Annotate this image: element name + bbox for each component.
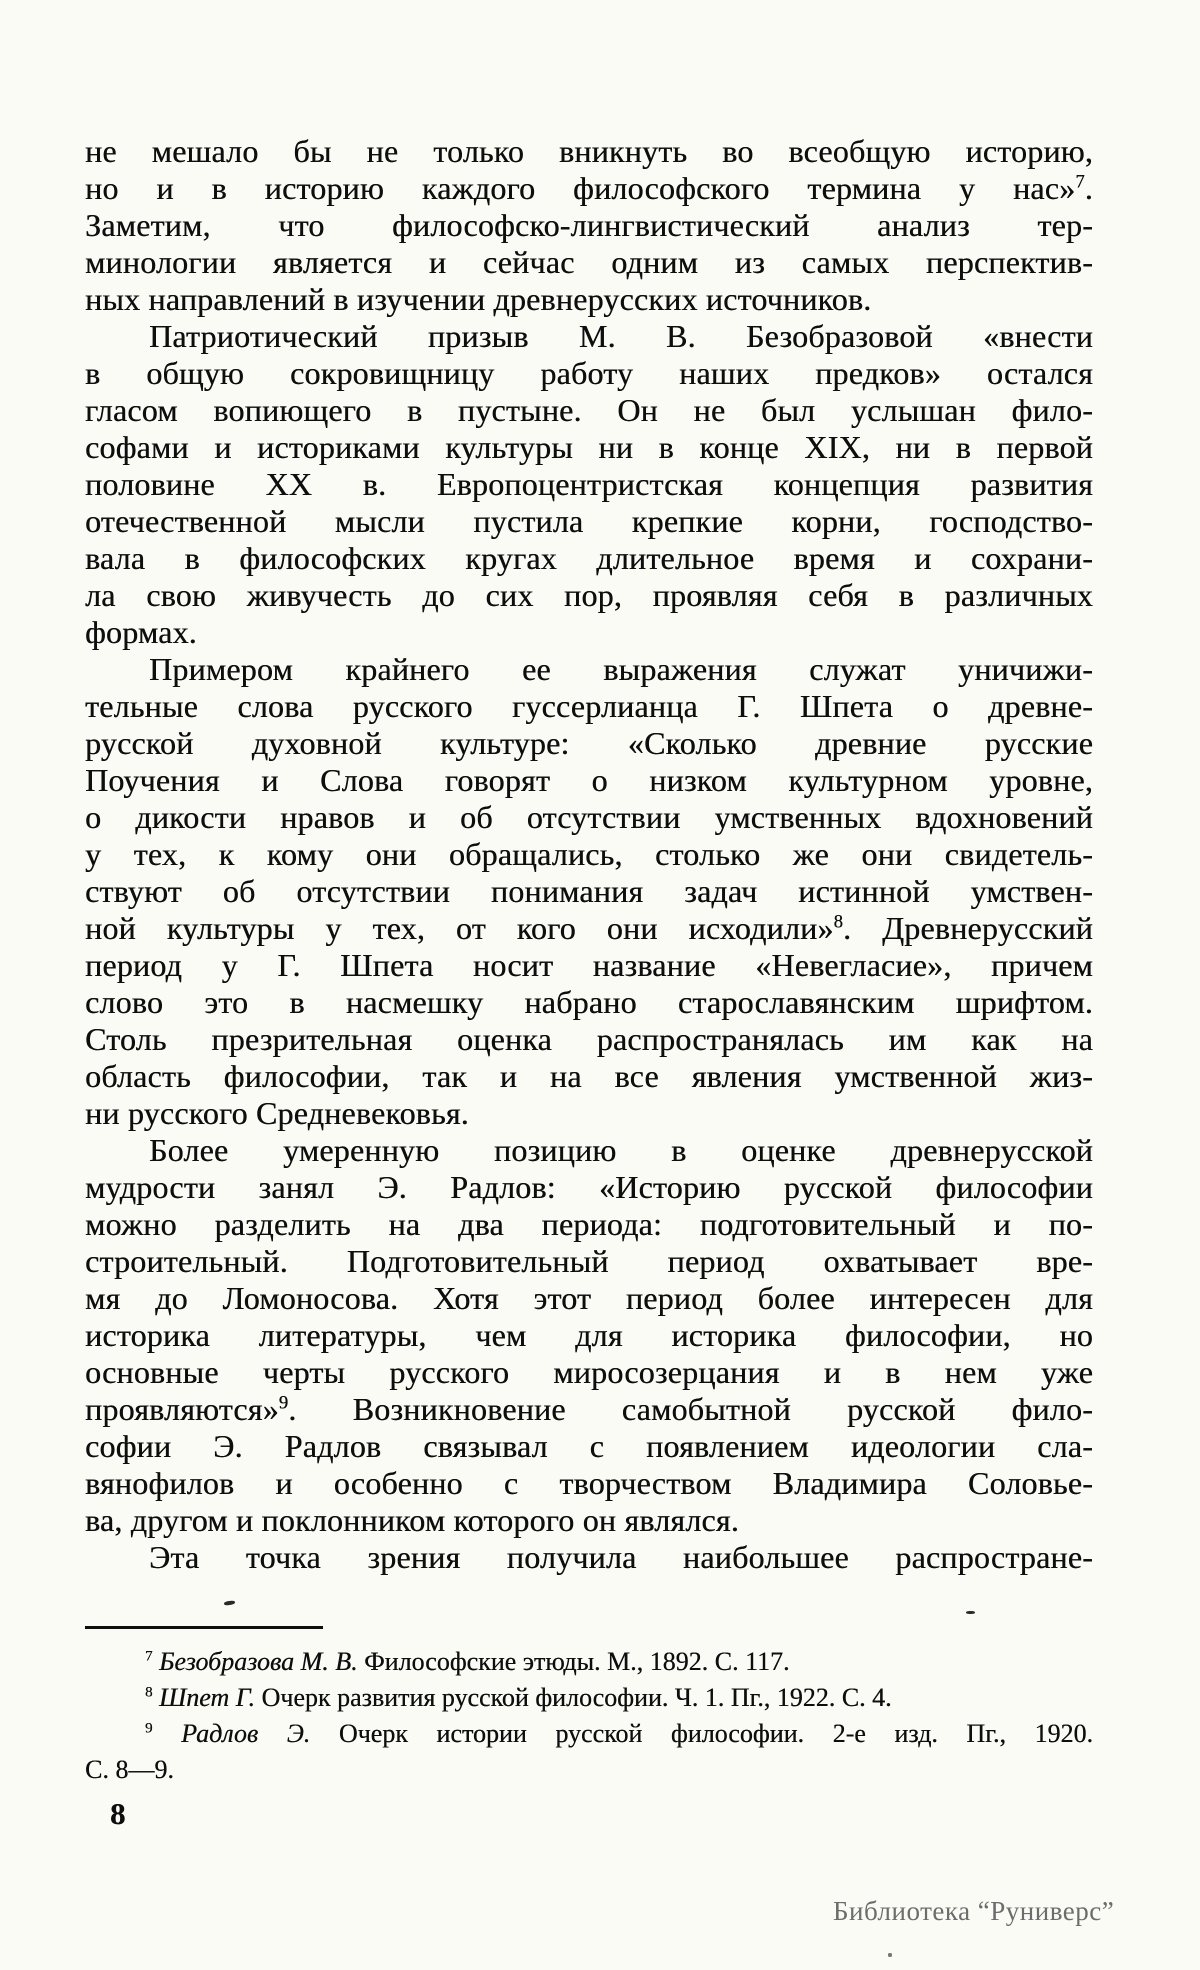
page-number: 8: [110, 1796, 126, 1831]
footnote-line: $^9$ Радлов Э. Очерк истории русской философии. 2-е изд. Пг., 1920.: [145, 1719, 1093, 1748]
text-line: Эта точка зрения получила наибольшее распростране-: [149, 1539, 1093, 1575]
text-line: отечественной мысли пустила крепкие корни, господство-: [85, 503, 1093, 539]
text-line: Патриотический призыв М. В. Безобразовой «внести: [149, 318, 1093, 354]
text-line: тельные слова русского гуссерлианца Г. Шпета о древне-: [85, 688, 1093, 724]
scan-artifact: [224, 1600, 235, 1605]
text-line: область философии, так и на все явления умственной жиз-: [85, 1058, 1093, 1094]
text-line: софами и историками культуры ни в конце XIX, ни в первой: [85, 429, 1093, 465]
scan-artifact: [966, 1611, 975, 1614]
text-line: мудрости занял Э. Радлов: «Историю русской философии: [85, 1169, 1093, 1205]
footnote-line: $^8$ Шпет Г. Очерк развития русской философии. Ч. 1. Пг., 1922. С. 4.: [145, 1683, 892, 1712]
text-line: период у Г. Шпета носит название «Невегласие», причем: [85, 947, 1093, 983]
text-line: историка литературы, чем для историка философии, но: [85, 1317, 1093, 1353]
text-line: половине XX в. Европоцентристская концепция развития: [85, 466, 1093, 502]
text-line: строительный. Подготовительный период охватывает вре-: [85, 1243, 1093, 1279]
footnote-rule: [85, 1626, 323, 1629]
text-line: у тех, к кому они обращались, столько же они свидетель-: [85, 836, 1093, 872]
text-line: слово это в насмешку набрано старославянским шрифтом.: [85, 984, 1093, 1020]
footnote-line: $^7$ Безобразова М. В. Философские этюды. М., 1892. С. 117.: [145, 1647, 790, 1676]
text-line: ствуют об отсутствии понимания задач истинной умствен-: [85, 873, 1093, 909]
text-line: о дикости нравов и об отсутствии умственных вдохновений: [85, 799, 1093, 835]
text-line: вянофилов и особенно с творчеством Владимира Соловье-: [85, 1465, 1093, 1501]
text-line: формах.: [85, 614, 197, 650]
text-line: Заметим, что философско-лингвистический анализ тер-: [85, 207, 1093, 243]
text-line: гласом вопиющего в пустыне. Он не был услышан фило-: [85, 392, 1093, 428]
text-line: минологии является и сейчас одним из самых перспектив-: [85, 244, 1093, 280]
footnotes: [85, 1644, 1093, 1788]
text-line: русской духовной культуре: «Сколько древние русские: [85, 725, 1093, 761]
text-line: Поучения и Слова говорят о низком культурном уровне,: [85, 762, 1093, 798]
text-line: не мешало бы не только вникнуть во всеобщую историю,: [85, 133, 1093, 169]
text-line: проявляются»$^9$. Возникновение самобытной русской фило-: [85, 1391, 1093, 1427]
scan-artifact: [888, 1953, 892, 1957]
text-line: вала в философских кругах длительное время и сохрани-: [85, 540, 1093, 576]
text-line: ной культуры у тех, от кого они исходили»$^8$. Древнерусский: [85, 910, 1093, 946]
body-text: [85, 133, 1093, 1576]
text-line: ных направлений в изучении древнерусских источников.: [85, 281, 872, 317]
text-line: ла свою живучесть до сих пор, проявляя себя в различных: [85, 577, 1093, 613]
text-line: софии Э. Радлов связывал с появлением идеологии сла-: [85, 1428, 1093, 1464]
text-line: Примером крайнего ее выражения служат уничижи-: [149, 651, 1093, 687]
footnote-line: С. 8—9.: [85, 1755, 174, 1784]
text-line: основные черты русского миросозерцания и в нем уже: [85, 1354, 1093, 1390]
text-line: мя до Ломоносова. Хотя этот период более интересен для: [85, 1280, 1093, 1316]
text-line: в общую сокровищницу работу наших предков» остался: [85, 355, 1093, 391]
text-line: ни русского Средневековья.: [85, 1095, 469, 1131]
text-line: но и в историю каждого философского термина у нас»$^7$.: [85, 170, 1093, 206]
text-line: можно разделить на два периода: подготовительный и по-: [85, 1206, 1093, 1242]
text-line: Более умеренную позицию в оценке древнерусской: [149, 1132, 1093, 1168]
text-line: Столь презрительная оценка распространялась им как на: [85, 1021, 1093, 1057]
text-line: ва, другом и поклонником которого он являлся.: [85, 1502, 739, 1538]
watermark: Библиотека “Руниверс”: [833, 1896, 1115, 1926]
